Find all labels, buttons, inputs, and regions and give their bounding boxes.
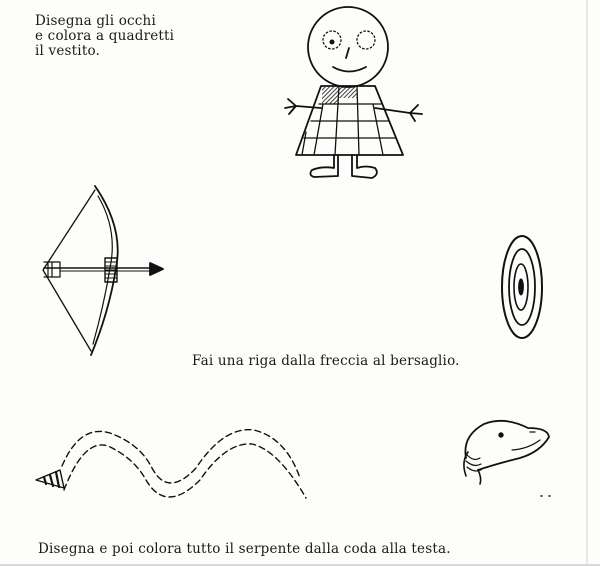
girl-leg-left [310,155,338,177]
girl-figure [285,7,422,178]
girl-instruction-line: il vestito. [35,43,101,59]
girl-nose [346,48,349,58]
snake-instruction: Disegna e poi colora tutto il serpente dalla coda alla testa. [38,541,451,557]
page-edge-right [586,0,588,566]
bow-and-arrow [43,186,163,355]
arrow-head [150,263,163,275]
target-bullseye [519,279,524,295]
girl-eye-right-dotted [357,31,375,49]
girl-head [308,7,388,87]
snake [36,421,550,498]
snake-body-dashed-upper [62,430,300,483]
girl-instruction-line: e colora a quadretti [35,28,175,44]
snake-eye [499,433,503,437]
target [502,236,542,338]
girl-instruction-line: Disegna gli occhi [35,13,156,29]
girl-dress-hatched-square [339,87,357,98]
arrow-instruction: Fai una riga dalla freccia al bersaglio. [192,353,460,369]
girl-mouth [333,67,366,72]
snake-mouth [512,440,540,450]
girl-arm-right [375,105,422,121]
snake-collar [466,455,481,471]
girl-eye-pupil [330,40,333,43]
girl-leg-right [352,155,377,178]
snake-body-dashed-lower [64,444,306,498]
snake-head [465,421,549,470]
girl-dress-hatched-square [322,87,339,104]
